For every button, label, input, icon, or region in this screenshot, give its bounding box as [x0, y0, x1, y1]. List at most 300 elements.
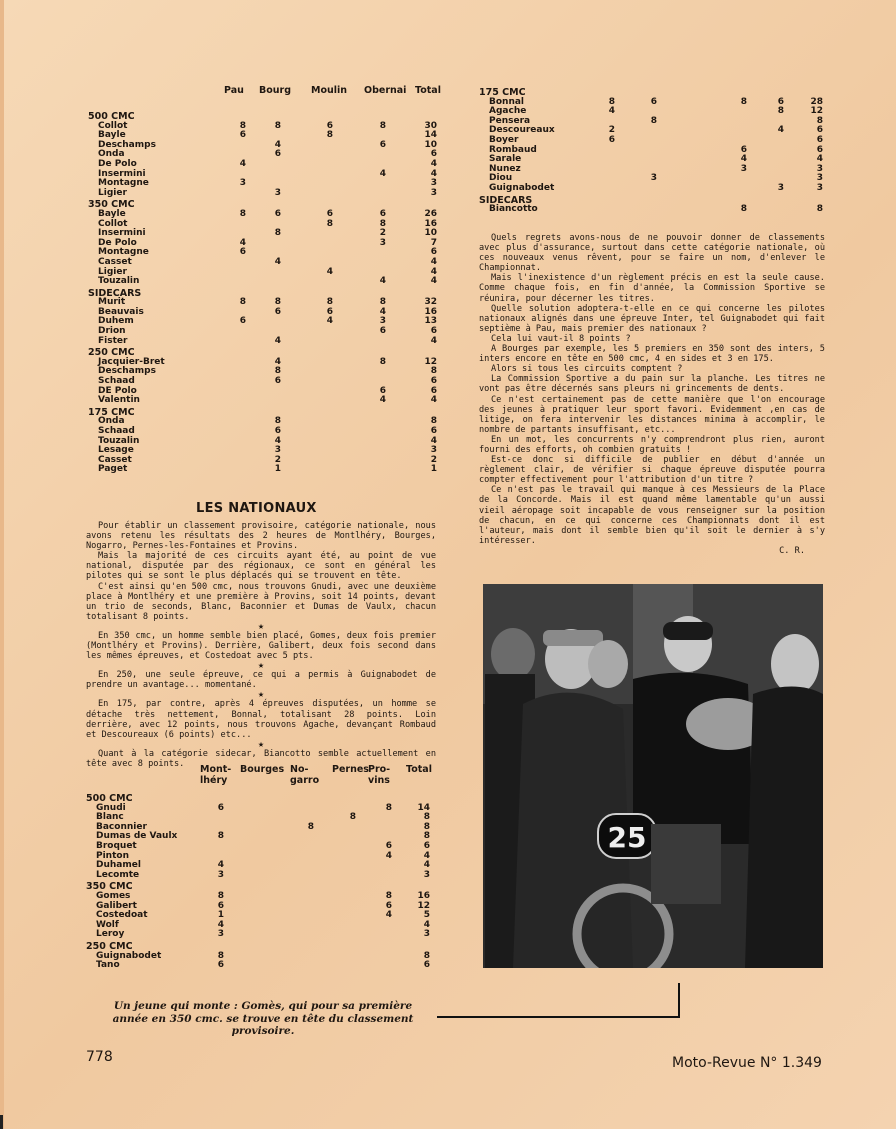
score-cell: 6: [816, 144, 823, 155]
table-row: [88, 268, 448, 278]
score-cell: 6: [430, 426, 437, 436]
score-cell: 3: [430, 178, 437, 189]
article-paragraph: Quelle solution adoptera-t-elle en ce qui concerne les pilotes nationaux alignés dans une épreuve Inter, tel Guignabodet qui fait septième à Pau, mais premier des nationaux ?: [479, 303, 825, 334]
score-cell: 8: [349, 812, 356, 823]
score-cell: 2: [608, 125, 615, 136]
score-cell: 6: [423, 960, 430, 971]
rider-name: De Polo: [98, 158, 137, 169]
rider-name: Lecomte: [96, 869, 140, 880]
article-paragraph: Est-ce donc si difficile de publier en début d'année un règlement clair, de vérifier si chaque épreuve disputée pourra compter effectivement pour l'attribution d'un titre ?: [479, 455, 825, 486]
score-cell: 8: [777, 106, 784, 117]
score-cell: 10: [424, 228, 437, 239]
table-row: [86, 871, 441, 881]
score-cell: 2: [430, 454, 437, 465]
rider-name: Broquet: [96, 840, 137, 851]
category-label: SIDECARS: [479, 194, 533, 206]
score-cell: 8: [430, 416, 437, 427]
table-row: [88, 417, 448, 427]
score-cell: 6: [274, 306, 281, 317]
score-cell: 6: [326, 120, 333, 131]
column-header: Moulin: [311, 85, 348, 96]
rider-name: De Polo: [98, 237, 137, 248]
rider-name: Jacquier-Bret: [98, 356, 165, 367]
score-cell: 4: [816, 154, 823, 165]
rider-name: Onda: [98, 416, 125, 427]
article-paragraph: A Bourges par exemple, les 5 premiers en 350 sont des inters, 5 inters encore en tête en 500 cmc, 4 en sides et 3 en 175.: [479, 344, 825, 365]
score-cell: 8: [379, 218, 386, 229]
score-cell: 3: [816, 182, 823, 193]
score-cell: 32: [424, 297, 437, 308]
score-cell: 4: [326, 266, 333, 277]
column-header-line: Total: [406, 764, 432, 775]
race-photo: [483, 584, 823, 968]
rider-name: Pensera: [489, 115, 531, 126]
score-cell: 6: [217, 802, 224, 813]
article-paragraph: Pour établir un classement provisoire, catégorie nationale, nous avons retenu les résultats des 2 heures de Montlhéry, Bourges, Nogarro, Pernes-les-Fontaines et Provins.: [86, 521, 436, 552]
score-cell: 4: [274, 335, 281, 346]
score-cell: 2: [379, 228, 386, 239]
rider-name: Casset: [98, 454, 132, 465]
rider-name: Insermini: [98, 168, 146, 179]
column-header-line: lhéry: [200, 775, 228, 786]
table-row: [86, 804, 441, 814]
column-header-line: No-: [290, 764, 309, 775]
column-header-line: Pro-: [368, 764, 391, 775]
table-row: [88, 122, 448, 132]
rider-name: Casset: [98, 256, 132, 267]
table-row: [88, 465, 448, 475]
score-cell: 12: [810, 106, 823, 117]
article-paragraph: Ce n'est certainement pas de cette manière que l'on encourage des jeunes à pratiquer leur sport favori. Evidemment ,en cas de litige, on fera intervenir les distances minima à accomplir, le nombre de partants insuffisant, etc...: [479, 394, 825, 435]
table-row: [88, 277, 448, 287]
score-cell: 8: [423, 812, 430, 823]
rider-name: Gomes: [96, 890, 131, 901]
table-row: [88, 317, 448, 327]
score-cell: 4: [430, 266, 437, 277]
score-cell: 6: [430, 326, 437, 337]
separator-star: ★: [257, 620, 265, 632]
score-cell: 8: [274, 416, 281, 427]
rider-name: DE Polo: [98, 385, 137, 396]
race-number-plate: 25: [607, 821, 647, 854]
score-cell: 1: [274, 464, 281, 475]
article-paragraph: En 175, par contre, après 4 épreuves disputées, un homme se détache très nettement, Bonnal, totalisant 28 points. Loin derrière, avec 12 points, nous trouvons Agache, devançant Rombaud et Descoureaux (6 points) etc...: [86, 699, 436, 740]
score-cell: 6: [608, 134, 615, 145]
rider-name: Leroy: [96, 929, 125, 940]
table-header: [86, 764, 441, 792]
rider-name: Wolf: [96, 919, 119, 930]
score-cell: 6: [274, 149, 281, 160]
article-paragraph: En 350 cmc, un homme semble bien placé, Gomes, deux fois premier (Montlhéry et Provins). Derrière, Galibert, deux fois second dans les mêmes épreuves, et Costedoat avec 5 pts.: [86, 630, 436, 662]
rider-name: Baconnier: [96, 821, 147, 832]
table-row: [479, 98, 824, 108]
table-row: [479, 146, 824, 156]
category-label: 250 CMC: [88, 347, 135, 359]
table-row: [86, 911, 441, 921]
score-cell: 4: [379, 306, 386, 317]
article-paragraph: Alors si tous les circuits comptent ?: [491, 364, 683, 375]
score-cell: 8: [326, 218, 333, 229]
table-row: [88, 248, 448, 258]
column-header-line: Pernes: [332, 764, 369, 775]
score-cell: 4: [379, 276, 386, 287]
score-cell: 2: [274, 454, 281, 465]
score-cell: 6: [430, 385, 437, 396]
score-cell: 4: [430, 256, 437, 267]
score-cell: 6: [430, 149, 437, 160]
caption-rule: [437, 1016, 680, 1018]
rider-name: Boyer: [489, 134, 519, 145]
column-header: [200, 764, 231, 786]
rider-name: Collot: [98, 218, 128, 229]
score-cell: 8: [274, 120, 281, 131]
table-row: [86, 930, 441, 940]
score-cell: 6: [239, 316, 246, 327]
score-cell: 7: [430, 237, 437, 248]
column-header: [240, 764, 284, 775]
score-cell: 3: [650, 173, 657, 184]
score-cell: 16: [417, 890, 430, 901]
article-paragraph: Mais l'inexistence d'un règlement précis en est la seule cause. Comme chaque fois, en fin d'année, la Commission Sportive se réunira, pour décerner les titres.: [479, 273, 825, 304]
rider-name: Insermini: [98, 228, 146, 239]
score-cell: 3: [423, 869, 430, 880]
table-row: [88, 377, 448, 387]
article-paragraph: En 250, une seule épreuve, ce qui a permis à Guignabodet de prendre un avantage... momentané.: [86, 670, 436, 691]
score-cell: 6: [650, 96, 657, 107]
score-cell: 6: [217, 900, 224, 911]
article-paragraph: La Commission Sportive a du pain sur la planche. Les titres ne vont pas être décernés sans pleurs ni grincements de dents.: [479, 374, 825, 395]
rider-name: Nunez: [489, 163, 521, 174]
score-cell: 26: [424, 208, 437, 219]
table-row: [88, 367, 448, 377]
rider-name: Tano: [96, 960, 120, 971]
separator-star: ★: [257, 738, 265, 750]
table-row: [86, 921, 441, 931]
score-cell: 13: [424, 316, 437, 327]
score-cell: 4: [326, 316, 333, 327]
category-label: 250 CMC: [86, 940, 133, 952]
rider-name: Agache: [489, 106, 527, 117]
column-header: Obernai: [364, 85, 407, 96]
score-cell: 8: [816, 204, 823, 215]
table-row: [88, 427, 448, 437]
table-row: [88, 446, 448, 456]
score-cell: 16: [424, 306, 437, 317]
score-cell: 28: [810, 96, 823, 107]
rider-name: Beauvais: [98, 306, 144, 317]
category-label: 175 CMC: [88, 406, 135, 418]
article-paragraph: En un mot, les concurrents n'y comprendront plus rien, auront fourni des efforts, oh combien gratuits !: [479, 434, 825, 455]
score-cell: 8: [650, 115, 657, 126]
table-row: [479, 184, 824, 194]
page-number: 778: [86, 1049, 113, 1065]
rider-name: Fister: [98, 335, 128, 346]
score-cell: 8: [307, 821, 314, 832]
score-cell: 8: [430, 366, 437, 377]
score-cell: 6: [816, 134, 823, 145]
column-header-line: vins: [368, 775, 390, 786]
score-cell: 8: [239, 120, 246, 131]
rider-name: Gnudi: [96, 802, 126, 813]
score-cell: 8: [239, 208, 246, 219]
score-cell: 6: [423, 840, 430, 851]
rider-name: Lesage: [98, 445, 134, 456]
rider-name: Guignabodet: [96, 950, 162, 961]
rider-name: Schaad: [98, 376, 135, 387]
category-label: 500 CMC: [88, 111, 135, 122]
score-cell: 3: [816, 173, 823, 184]
corner-mark: [0, 1115, 25, 1129]
score-cell: 8: [379, 297, 386, 308]
score-cell: 4: [239, 158, 246, 169]
score-cell: 4: [423, 919, 430, 930]
score-cell: 1: [217, 910, 224, 921]
column-header: [290, 764, 319, 786]
column-header: Bourg: [259, 85, 292, 96]
score-cell: 8: [379, 356, 386, 367]
score-cell: 3: [740, 163, 747, 174]
score-cell: 4: [430, 276, 437, 287]
column-header-line: garro: [290, 775, 320, 786]
rider-name: Touzalin: [98, 435, 140, 446]
score-cell: 12: [417, 900, 430, 911]
score-cell: 14: [417, 802, 430, 813]
rider-name: Biancotto: [489, 204, 538, 215]
score-cell: 8: [385, 890, 392, 901]
score-cell: 4: [740, 154, 747, 165]
score-cell: 8: [379, 120, 386, 131]
score-cell: 6: [274, 208, 281, 219]
rider-name: Costedoat: [96, 910, 148, 921]
score-cell: 3: [816, 163, 823, 174]
table-row: [88, 150, 448, 160]
score-cell: 8: [217, 890, 224, 901]
photo-caption: Un jeune qui monte : Gomès, qui pour sa première année en 350 cmc. se trouve en tête du classement provisoire.: [112, 1000, 414, 1037]
table-row: [479, 155, 824, 165]
column-header: [368, 764, 390, 786]
category-label: SIDECARS: [88, 287, 142, 299]
score-cell: 12: [424, 356, 437, 367]
score-cell: 8: [326, 297, 333, 308]
score-cell: 8: [217, 831, 224, 842]
score-cell: 3: [430, 187, 437, 198]
score-cell: 8: [274, 228, 281, 239]
table-row: [88, 308, 448, 318]
separator-star: ★: [257, 689, 265, 701]
rider-name: Montagne: [98, 247, 149, 258]
score-cell: 8: [274, 297, 281, 308]
score-cell: 4: [430, 395, 437, 406]
category-label: 350 CMC: [88, 199, 135, 211]
section-title: LES NATIONAUX: [196, 501, 317, 516]
score-cell: 14: [424, 130, 437, 141]
rider-name: Blanc: [96, 812, 124, 823]
score-cell: 3: [379, 237, 386, 248]
score-cell: 3: [379, 316, 386, 327]
article-paragraph: Ce n'est pas le travail qui manque à ces Messieurs de la Place de la Concorde. Mais il est quand même lamentable qu'un aussi vieil aéropage soit incapable de vous renseigner sur la position de chacun, en ce qui concerne ces Championnats dont il est l'auteur, mais dont il semble bien qu'il soit le dernier à s'y intéresser.: [479, 485, 825, 546]
column-header: [406, 764, 432, 775]
score-cell: 4: [274, 435, 281, 446]
rider-name: Sarale: [489, 154, 522, 165]
table-row: [88, 337, 448, 347]
rider-name: Collot: [98, 120, 128, 131]
results-table-international: [88, 86, 448, 475]
table-row: [88, 437, 448, 447]
rider-name: Duhem: [98, 316, 134, 327]
signature: C. R.: [779, 545, 805, 556]
score-cell: 4: [430, 335, 437, 346]
score-cell: 8: [423, 950, 430, 961]
table-row: [88, 179, 448, 189]
rider-name: Guignabodet: [489, 182, 555, 193]
right-article: [479, 233, 825, 556]
rider-name: Montagne: [98, 178, 149, 189]
score-cell: 4: [274, 139, 281, 150]
rider-name: Ligier: [98, 266, 127, 277]
rider-name: Bayle: [98, 130, 126, 141]
column-header: [332, 764, 369, 775]
table-row: [88, 210, 448, 220]
score-cell: 3: [777, 182, 784, 193]
score-cell: 8: [608, 96, 615, 107]
rider-name: Descoureaux: [489, 125, 555, 136]
score-cell: 3: [423, 929, 430, 940]
score-cell: 6: [379, 385, 386, 396]
rider-name: Murit: [98, 297, 126, 308]
score-cell: 4: [239, 237, 246, 248]
column-header: Total: [415, 85, 441, 96]
table-row: [88, 456, 448, 466]
nationaux-article: [86, 521, 436, 769]
score-cell: 6: [217, 960, 224, 971]
score-cell: 8: [274, 366, 281, 377]
photo-image: [483, 584, 823, 968]
score-cell: 4: [430, 158, 437, 169]
rider-name: Diou: [489, 173, 513, 184]
score-cell: 1: [430, 464, 437, 475]
table-row: [86, 952, 441, 962]
score-cell: 4: [608, 106, 615, 117]
article-paragraph: Quant à la catégorie sidecar, Biancotto semble actuellement en tête avec 8 points.: [86, 748, 436, 769]
score-cell: 6: [274, 376, 281, 387]
results-table-175-sidecars: [479, 86, 824, 215]
table-row: [88, 229, 448, 239]
category-label: 500 CMC: [86, 793, 133, 804]
table-row: [88, 141, 448, 151]
rider-name: Onda: [98, 149, 125, 160]
rider-name: Paget: [98, 464, 128, 475]
table-row: [479, 205, 824, 215]
score-cell: 6: [379, 139, 386, 150]
rider-name: Deschamps: [98, 139, 156, 150]
score-cell: 6: [239, 130, 246, 141]
score-cell: 4: [385, 850, 392, 861]
table-row: [86, 961, 441, 971]
column-header: Pau: [224, 85, 244, 96]
score-cell: 3: [430, 445, 437, 456]
score-cell: 3: [217, 929, 224, 940]
category-label: 350 CMC: [86, 881, 133, 893]
score-cell: 6: [430, 247, 437, 258]
table-row: [479, 126, 824, 136]
score-cell: 8: [423, 821, 430, 832]
score-cell: 4: [379, 168, 386, 179]
score-cell: 8: [740, 204, 747, 215]
score-cell: 4: [274, 356, 281, 367]
table-row: [88, 327, 448, 337]
score-cell: 4: [423, 850, 430, 861]
score-cell: 6: [385, 840, 392, 851]
score-cell: 6: [239, 247, 246, 258]
rider-name: Duhamel: [96, 860, 141, 871]
score-cell: 8: [423, 831, 430, 842]
score-cell: 4: [217, 919, 224, 930]
rider-name: Deschamps: [98, 366, 156, 377]
rider-name: Bonnal: [489, 96, 525, 107]
rider-name: Dumas de Vaulx: [96, 831, 178, 842]
rider-name: Valentin: [98, 395, 140, 406]
score-cell: 3: [217, 869, 224, 880]
rider-name: Rombaud: [489, 144, 537, 155]
score-cell: 6: [430, 376, 437, 387]
table-row: [88, 258, 448, 268]
rider-name: Bayle: [98, 208, 126, 219]
rider-name: Touzalin: [98, 276, 140, 287]
score-cell: 4: [217, 860, 224, 871]
column-header-line: Bourges: [240, 764, 285, 775]
score-cell: 8: [326, 130, 333, 141]
score-cell: 3: [239, 178, 246, 189]
score-cell: 10: [424, 139, 437, 150]
table-row: [88, 396, 448, 406]
score-cell: 8: [816, 115, 823, 126]
score-cell: 6: [379, 208, 386, 219]
score-cell: 4: [777, 125, 784, 136]
score-cell: 5: [423, 910, 430, 921]
article-paragraph: C'est ainsi qu'en 500 cmc, nous trouvons Gnudi, avec une deuxième place à Montlhéry et une première à Provins, soit 14 points, devant un trio de seconds, Blanc, Baconnier et Dumas de Vaulx, chacun totalisant 8 points.: [86, 581, 436, 622]
score-cell: 4: [423, 860, 430, 871]
score-cell: 6: [274, 426, 281, 436]
rider-name: Pinton: [96, 850, 129, 861]
table-row: [88, 189, 448, 199]
rider-name: Ligier: [98, 187, 127, 198]
score-cell: 6: [816, 125, 823, 136]
score-cell: 3: [274, 445, 281, 456]
score-cell: 6: [326, 306, 333, 317]
table-row: [88, 387, 448, 397]
column-header-line: Mont-: [200, 764, 232, 775]
rider-name: Drion: [98, 326, 126, 337]
score-cell: 6: [379, 326, 386, 337]
score-cell: 4: [385, 910, 392, 921]
magazine-issue: Moto-Revue N° 1.349: [672, 1055, 822, 1071]
score-cell: 6: [385, 900, 392, 911]
score-cell: 16: [424, 218, 437, 229]
score-cell: 4: [274, 256, 281, 267]
article-paragraph: Cela lui vaut-il 8 points ?: [491, 333, 631, 344]
results-table-national: [86, 764, 441, 971]
score-cell: 8: [385, 802, 392, 813]
score-cell: 8: [239, 297, 246, 308]
score-cell: 30: [424, 120, 437, 131]
score-cell: 8: [217, 950, 224, 961]
separator-star: ★: [257, 660, 265, 672]
score-cell: 6: [326, 208, 333, 219]
score-cell: 6: [777, 96, 784, 107]
score-cell: 6: [740, 144, 747, 155]
score-cell: 4: [430, 168, 437, 179]
table-row: [86, 861, 441, 871]
